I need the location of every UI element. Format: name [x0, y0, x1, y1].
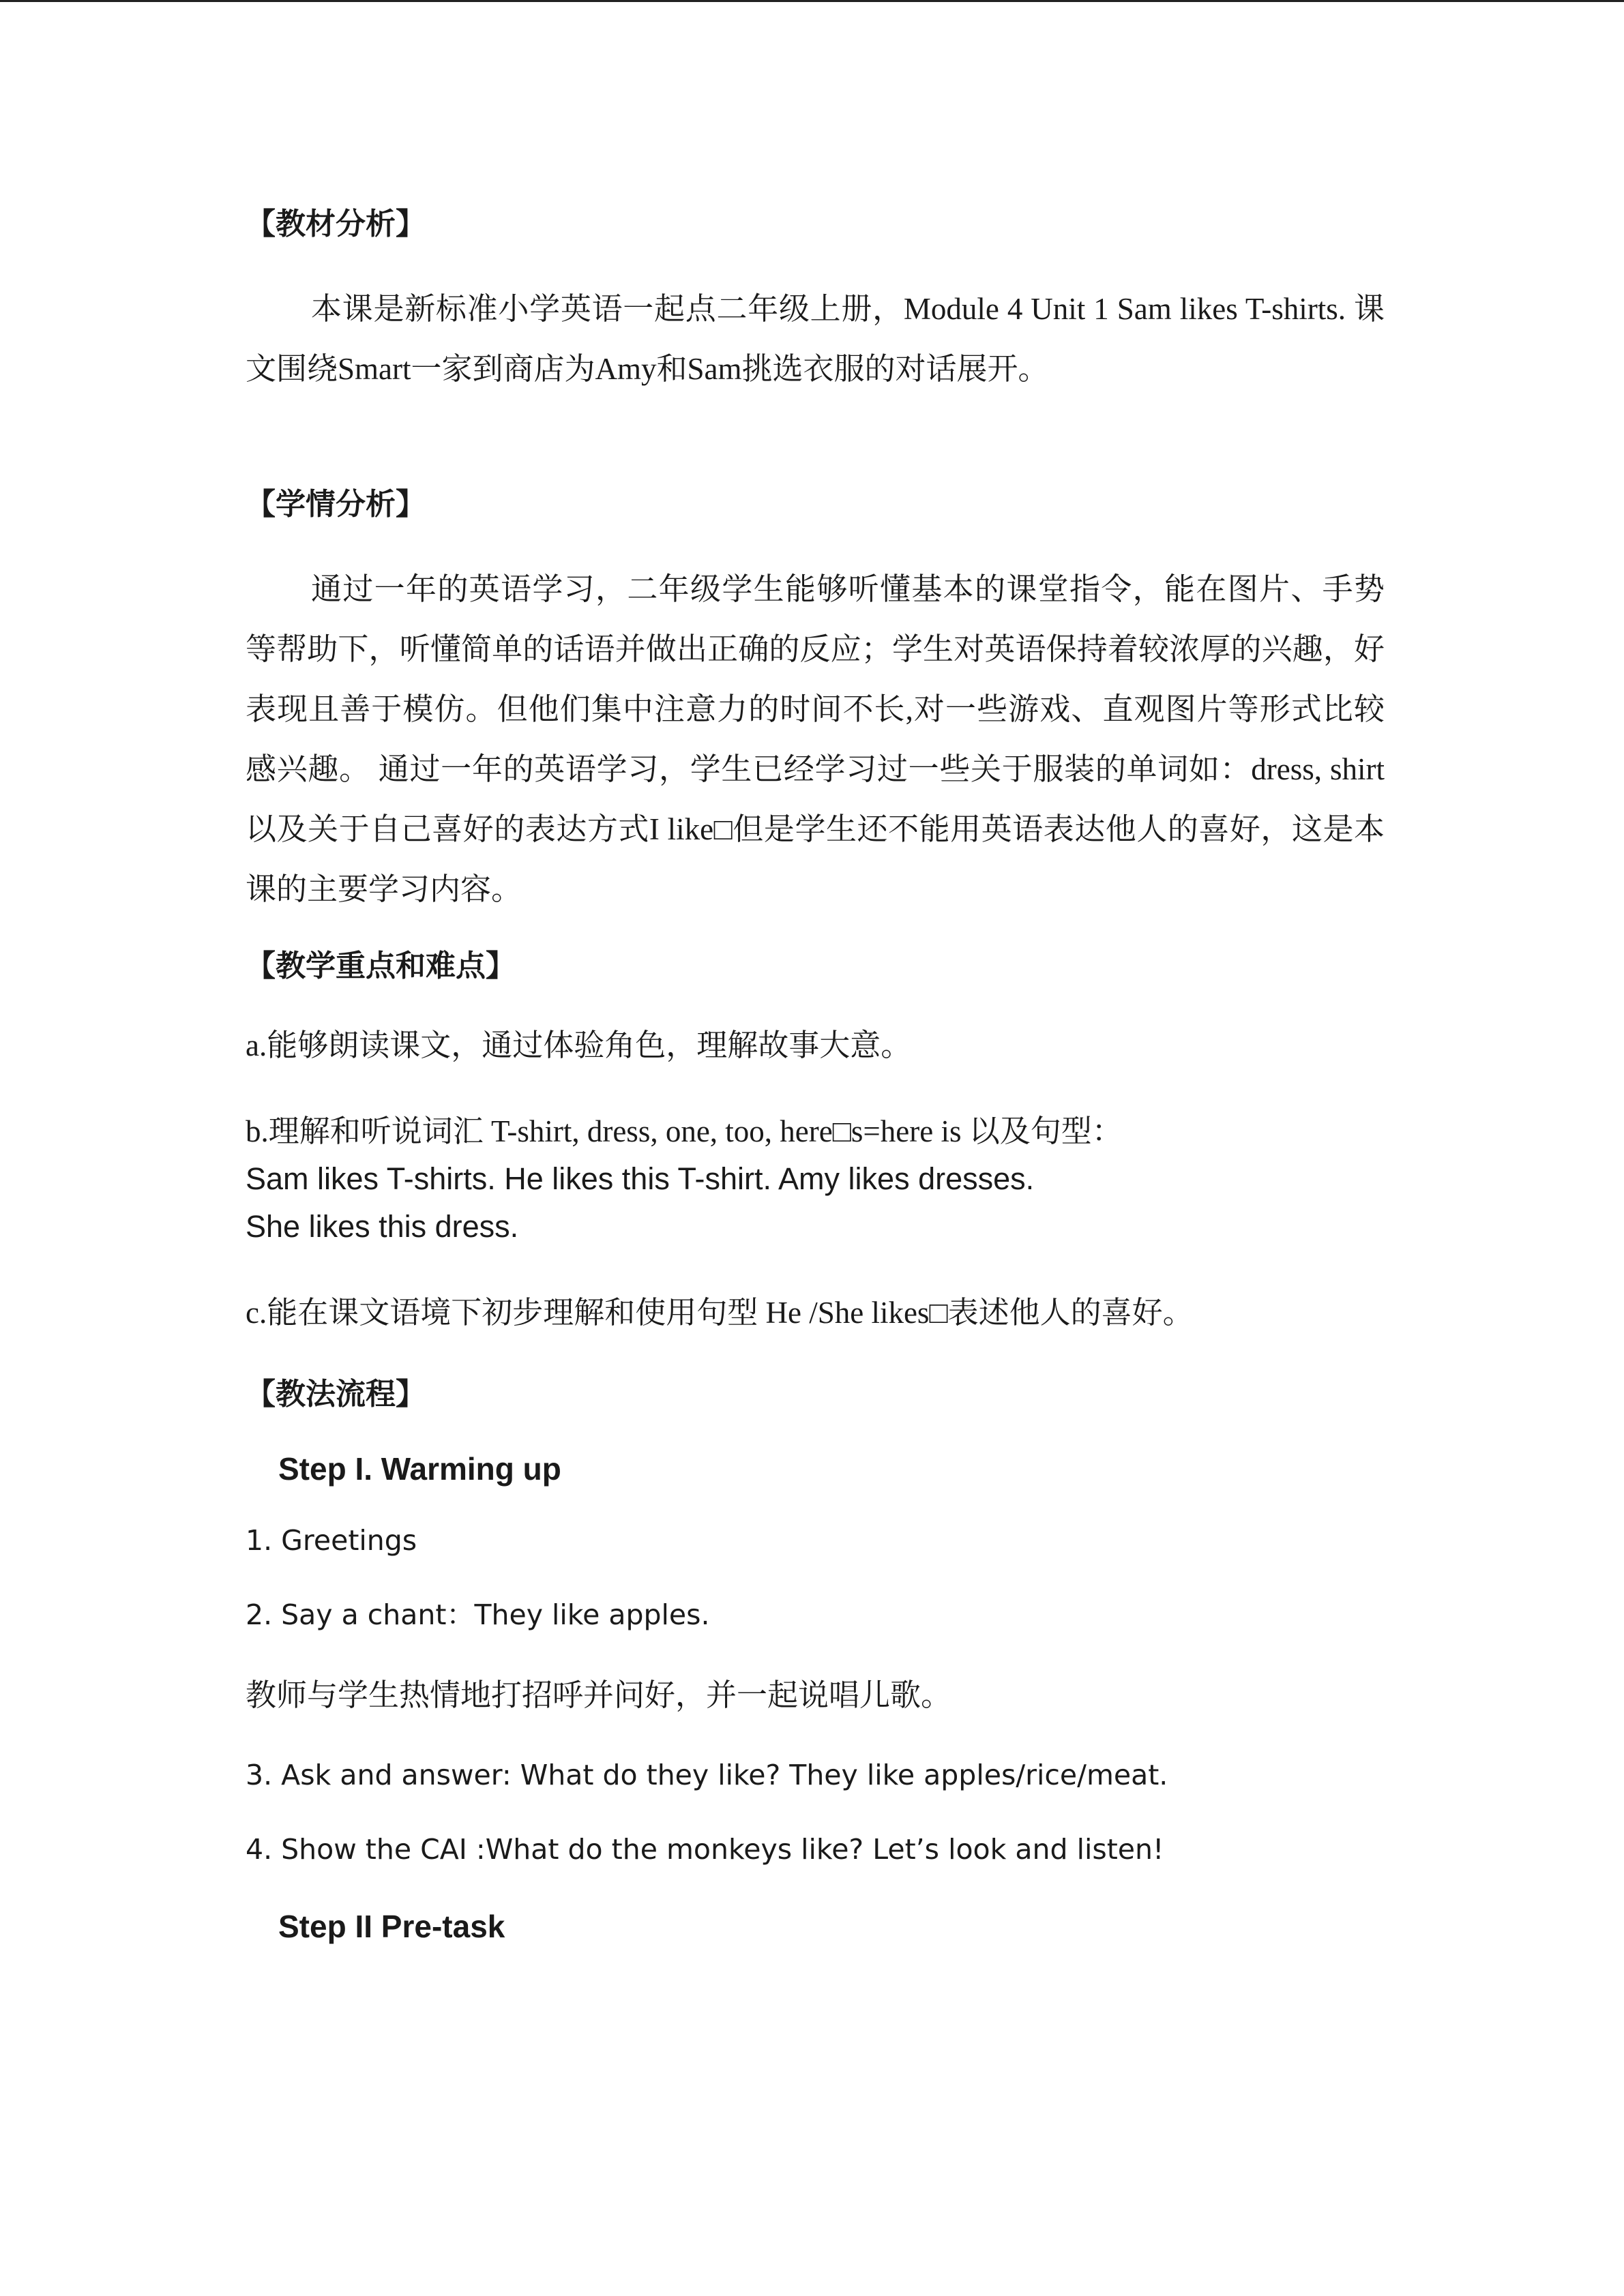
key-point-b-line-1: b.理解和听说词汇 T-shirt, dress, one, too, here□s=here is 以及句型：: [246, 1114, 1123, 1148]
key-point-b-line-3: She likes this dress.: [246, 1208, 519, 1244]
key-point-a: a.能够朗读课文，通过体验角色，理解故事大意。: [246, 1028, 912, 1062]
section-heading-key-points: 【教学重点和难点】: [246, 949, 516, 984]
key-point-b-line-2: Sam likes T-shirts. He likes this T-shirt. Amy likes dresses.: [246, 1161, 1035, 1196]
page-top-border: [0, 0, 1624, 2]
key-point-c: c.能在课文语境下初步理解和使用句型 He /She likes□表述他人的喜好。: [246, 1295, 1194, 1330]
process-item-2: 2. Say a chant：They like apples.: [246, 1598, 710, 1631]
student-analysis-paragraph: 通过一年的英语学习，二年级学生能够听懂基本的课堂指令，能在图片、手势等帮助下，听懂简单的话语并做出正确的反应；学生对英语保持着较浓厚的兴趣，好表现且善于模仿。但他们集中注意力的时间不长,对一些游戏、直观图片等形式比较感兴趣。 通过一年的英语学习，学生已经学习过一些关于服装的单词如：dress, shirt以及关于自己喜好的表达方式I like□但是学生还不能用英语表达他人的喜好，这是本课的主要学习内容。: [246, 572, 1385, 907]
process-item-3: 3. Ask and answer: What do they like? They like apples/rice/meat.: [246, 1759, 1168, 1792]
key-point-b: [246, 1107, 1385, 1251]
textbook-analysis-paragraph: 本课是新标准小学英语一起点二年级上册，Module 4 Unit 1 Sam likes T-shirts. 课文围绕Smart一家到商店为Amy和Sam挑选衣服的对话展开。: [246, 292, 1385, 387]
process-item-1: 1. Greetings: [246, 1523, 417, 1557]
section-heading-teaching-process: 【教法流程】: [246, 1376, 426, 1412]
section-heading-textbook-analysis: 【教材分析】: [246, 207, 426, 241]
step-2-title: Step II Pre-task: [278, 1908, 505, 1944]
document-page: [246, 205, 1385, 1980]
step-1-title: Step I. Warming up: [278, 1450, 561, 1487]
section-spacer: [246, 399, 1385, 485]
process-item-4: 4. Show the CAI :What do the monkeys like? Let’s look and listen!: [246, 1833, 1164, 1866]
process-note: 教师与学生热情地打招呼并问好，并一起说唱儿歌。: [246, 1678, 952, 1713]
section-heading-student-analysis: 【学情分析】: [246, 487, 426, 522]
